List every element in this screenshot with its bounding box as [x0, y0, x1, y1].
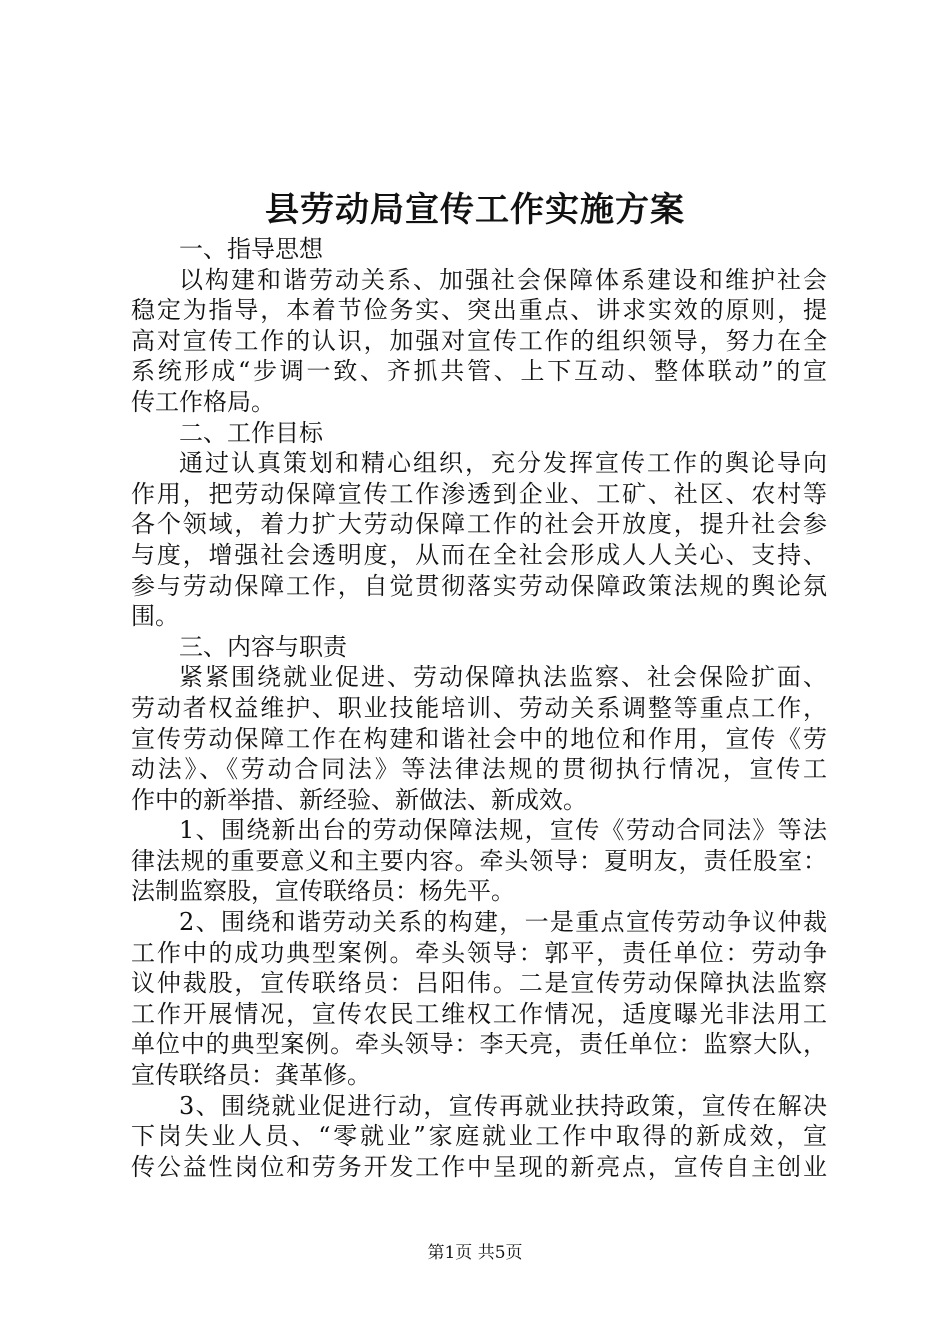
paragraph-line: 工作中的成功典型案例。牵头领导：郭平，责任单位：劳动争 — [131, 938, 827, 967]
paragraph-line: 1、围绕新出台的劳动保障法规，宣传《劳动合同法》等法 — [179, 816, 827, 845]
paragraph-line: 劳动者权益维护、职业技能培训、劳动关系调整等重点工作， — [131, 693, 827, 722]
paragraph-line: 高对宣传工作的认识，加强对宣传工作的组织领导，努力在全 — [131, 326, 827, 355]
section-heading: 一、指导思想 — [179, 235, 323, 263]
paragraph-line: 下岗失业人员、“零就业”家庭就业工作中取得的新成效，宣 — [131, 1122, 827, 1151]
paragraph-line: 议仲裁股，宣传联络员：吕阳伟。二是宣传劳动保障执法监察 — [131, 969, 827, 998]
paragraph-line: 通过认真策划和精心组织，充分发挥宣传工作的舆论导向 — [179, 449, 827, 478]
paragraph-line: 传公益性岗位和劳务开发工作中呈现的新亮点，宣传自主创业 — [131, 1152, 827, 1181]
document-title: 县劳动局宣传工作实施方案 — [265, 190, 685, 230]
paragraph-line: 与度，增强社会透明度，从而在全社会形成人人关心、支持、 — [131, 540, 827, 569]
paragraph-line: 作用，把劳动保障宣传工作渗透到企业、工矿、社区、农村等 — [131, 479, 827, 508]
paragraph-line: 稳定为指导，本着节俭务实、突出重点、讲求实效的原则，提 — [131, 296, 827, 325]
paragraph-line: 宣传劳动保障工作在构建和谐社会中的地位和作用，宣传《劳 — [131, 724, 827, 753]
paragraph-line: 律法规的重要意义和主要内容。牵头领导：夏明友，责任股室： — [131, 846, 827, 875]
paragraph-line: 紧紧围绕就业促进、劳动保障执法监察、社会保险扩面、 — [179, 663, 827, 692]
paragraph-line: 宣传联络员：龚革修。 — [131, 1061, 371, 1090]
paragraph-line: 围。 — [131, 602, 179, 631]
section-heading: 三、内容与职责 — [179, 632, 347, 661]
document-body — [131, 234, 827, 1182]
section-heading: 二、工作目标 — [179, 418, 323, 447]
paragraph-line: 传工作格局。 — [131, 387, 275, 416]
paragraph-line: 参与劳动保障工作，自觉贯彻落实劳动保障政策法规的舆论氛 — [131, 571, 827, 600]
paragraph-line: 单位中的典型案例。牵头领导：李天亮，责任单位：监察大队， — [131, 1030, 827, 1059]
paragraph-line: 系统形成“步调一致、齐抓共管、上下互动、整体联动”的宣 — [131, 357, 827, 386]
paragraph-line: 3、围绕就业促进行动，宣传再就业扶持政策，宣传在解决 — [179, 1091, 827, 1120]
page-number-footer: 第1页 共5页 — [427, 1243, 523, 1263]
paragraph-line: 以构建和谐劳动关系、加强社会保障体系建设和维护社会 — [179, 265, 827, 294]
paragraph-line: 各个领域，着力扩大劳动保障工作的社会开放度，提升社会参 — [131, 510, 827, 539]
paragraph-line: 2、围绕和谐劳动关系的构建，一是重点宣传劳动争议仲裁 — [179, 908, 827, 937]
paragraph-line: 作中的新举措、新经验、新做法、新成效。 — [131, 785, 587, 814]
paragraph-line: 工作开展情况，宣传农民工维权工作情况，适度曝光非法用工 — [131, 999, 827, 1028]
paragraph-line: 动法》、《劳动合同法》等法律法规的贯彻执行情况，宣传工 — [131, 755, 827, 784]
paragraph-line: 法制监察股，宣传联络员：杨先平。 — [131, 877, 515, 906]
